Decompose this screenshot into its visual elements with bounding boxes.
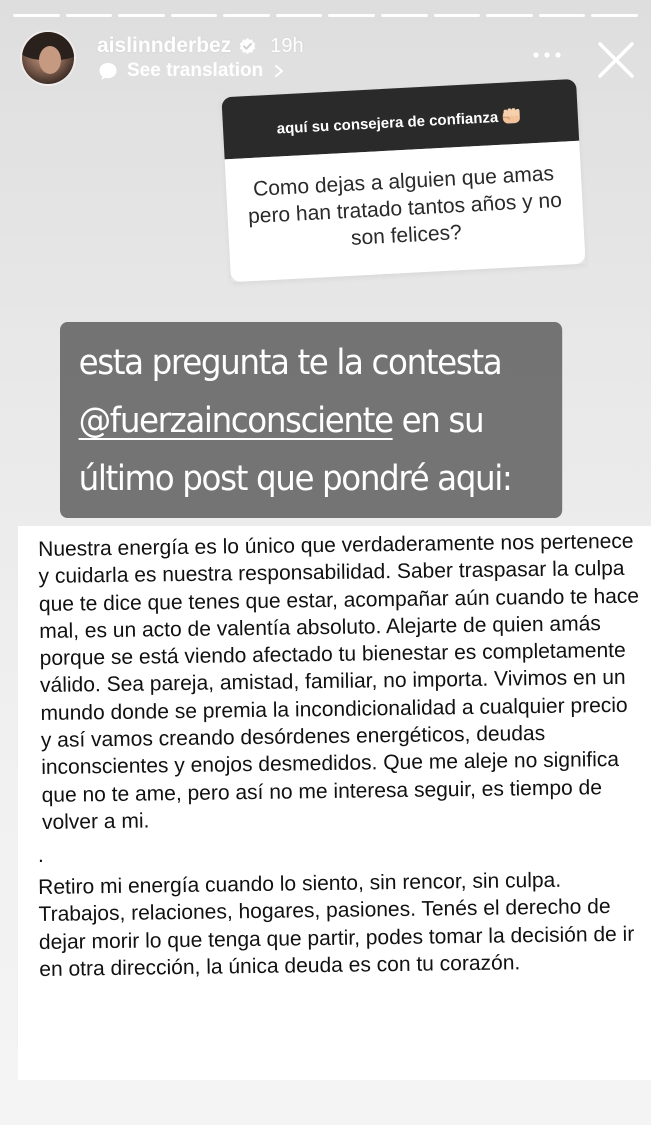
translate-icon	[97, 60, 119, 82]
progress-segment	[381, 14, 428, 17]
post-paragraph-1: Nuestra energía es lo único que verdaderamente nos pertenece y cuidarla es nuestra responsabilidad. Saber traspasar la culpa que te dice que tenes que estar, acompañar aún cuando te hace mal, es un acto de valentía absoluto. Alejarte de quien amás porque se está viendo afectado tu bienestar es completamente válido. Sea pareja, amistad, familiar, no importa. Vivimos en un mundo donde se premia la incondicionalidad a cualquier precio y así vamos creando desórdenes energéticos, deudas inconscientes y enojos desmedidos. Que me aleje no significa que no te ame, pero así no me interesa seguir, es tiempo de volver a mi.	[38, 529, 640, 834]
question-sticker[interactable]	[221, 79, 585, 282]
mention-link[interactable]: @fuerzainconsciente	[78, 401, 393, 441]
progress-segment	[276, 14, 323, 17]
post-paragraph-2: Retiro mi energía cuando lo siento, sin rencor, sin culpa. Trabajos, relaciones, hogares, pasiones. Tenés el derecho de dejar morir lo que tenga que partir, podes tomar la decisión de ir en otra dirección, la única deuda es con tu corazón.	[38, 868, 635, 981]
time-ago: 19h	[270, 34, 304, 57]
overlay-line-1: esta pregunta te la contesta	[78, 343, 502, 383]
story-text-overlay	[60, 322, 562, 518]
progress-segment	[328, 14, 375, 17]
verified-icon	[238, 37, 257, 56]
story-progress-bar	[13, 14, 638, 17]
see-translation-label: See translation	[127, 60, 264, 81]
close-icon[interactable]	[596, 40, 636, 80]
overlay-line-2-rest: en su	[392, 401, 484, 441]
question-sticker-text: Como dejas a alguien que amas pero han tratado tantos años y no son felices?	[225, 141, 586, 282]
avatar-face	[39, 46, 61, 74]
avatar[interactable]	[20, 30, 76, 86]
progress-segment	[118, 14, 165, 17]
question-sticker-title: aquí su consejera de confianza	[276, 108, 499, 138]
story-header	[97, 34, 304, 58]
overlay-line-2	[79, 392, 546, 450]
progress-segment	[223, 14, 270, 17]
chevron-right-icon	[273, 64, 285, 78]
progress-segment	[539, 14, 586, 17]
progress-segment	[66, 14, 113, 17]
progress-segment	[591, 14, 638, 17]
overlay-line-3: último post que pondré aqui:	[78, 459, 512, 499]
progress-segment	[13, 14, 60, 17]
post-screenshot	[18, 526, 651, 1080]
progress-segment	[171, 14, 218, 17]
more-icon[interactable]	[530, 48, 564, 62]
username[interactable]: aislinnderbez	[97, 34, 232, 57]
post-separator: .	[38, 844, 44, 868]
progress-segment	[486, 14, 533, 17]
see-translation-button[interactable]	[97, 60, 285, 82]
fist-emoji-icon	[500, 106, 525, 127]
progress-segment	[434, 14, 481, 17]
